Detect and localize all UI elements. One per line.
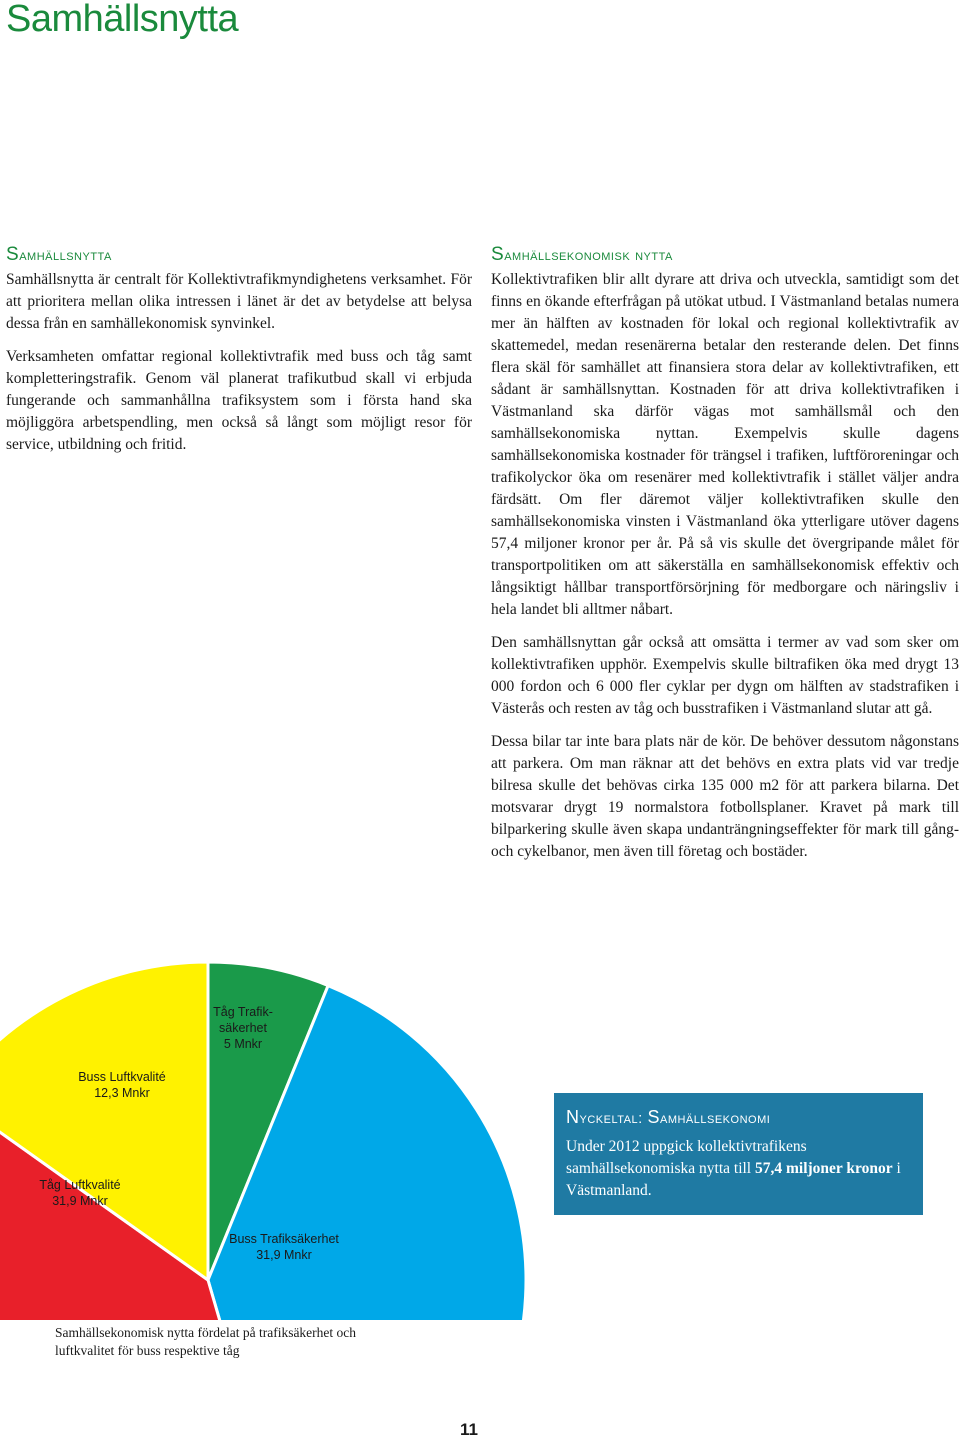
samhallsnytta-heading: Samhällsnytta <box>6 244 112 265</box>
samhallsekonomisk-nytta-heading: Samhällsekonomisk nytta <box>491 244 673 265</box>
key-figure-text: Under 2012 uppgick kollektivtrafikens samhällsekonomiska nytta till 57,4 miljoner kronor i Västmanland. <box>566 1138 901 1199</box>
pie-label-buss-trafiksakerhet: Buss Trafiksäkerhet 31,9 Mnkr <box>229 1232 339 1262</box>
parking-paragraph: Dessa bilar tar inte bara plats när de kör. De behöver dessutom någonstans att parkera. Om man räknar att det behövs en extra plats vid var tredje bilresa skulle det behövas cirka 135 000 m2 för att parkera bilarna. Det motsvarar drygt 19 normalstora fotbollsplaner. Kravet på mark till bilparkering skulle även skapa undanträngningseffekter för mark till gång- och cykelbanor, men även till företag och bostäder. <box>491 733 959 860</box>
right-column <box>491 244 959 874</box>
left-column <box>6 244 472 467</box>
page-number: 11 <box>460 1420 478 1439</box>
cost-paragraph: Kollektivtrafiken blir allt dyrare att driva och utveckla, samtidigt som det finns en ökande efterfrågan på utökat utbud. I Västmanland betalas numera mer än hälften av kostnaden för lokal och regional kollektivtrafik av skattemedel, medan resenärerna betalar den resterande delen. Det finns flera skäl för samhället att finansiera stora delar av kollektivtrafiken, ett sådant är samhällsnyttan. Kostnaden för att driva kollektivtrafiken i Västmanland ska därför vägas mot samhällsmål och den samhällsekonomiska nyttan. Exempelvis skulle dagens samhällsekonomiska kostnader för trängsel i trafiken, luftföroreningar och trafikolyckor öka om resenärer med kollektivtrafik i stället väljer andra färdsätt. Om fler däremot väljer kollektivtrafiken skulle den samhällsekonomiska vinsten i Västmanland öka ytterligare utöver dagens 57,4 miljoner kronor per år. På så vis skulle det övergripande målet för transportpolitiken om att säkerställa en samhällsekonomisk effektiv och långsiktigt hållbar transportförsörjning för medborgare och näringsliv i hela landet bli alltmer nåbart. <box>491 271 959 618</box>
pie-chart <box>0 950 540 1320</box>
verksamhet-paragraph: Verksamheten omfattar regional kollektivtrafik med buss och tåg samt kompletteringstrafik. Genom väl planerat trafikutbud skall vi erbjuda fungerande och sammanhållna trafiksystem som i första hand ska möjliggöra arbetspendling, men också så långt som möjligt resor för service, utbildning och fritid. <box>6 348 472 453</box>
pie-label-tag-trafiksakerhet: Tåg Trafik- säkerhet 5 Mnkr <box>213 1005 273 1051</box>
chart-caption: Samhällsekonomisk nytta fördelat på trafiksäkerhet och luftkvalitet för buss respektive tåg <box>55 1325 357 1358</box>
pie-label-tag-luftkvalite: Tåg Luftkvalité 31,9 Mnkr <box>39 1178 121 1208</box>
scenario-paragraph: Den samhällsnyttan går också att omsätta i termer av vad som sker om kollektivtrafiken upphör. Exempelvis skulle biltrafiken öka med drygt 13 000 fordon och 6 000 fler cyklar per dygn om hälften av stadstrafiken i Västerås och resten av tåg och busstrafiken i Västmanland slutar att gå. <box>491 634 959 717</box>
intro-paragraph: Samhällsnytta är centralt för Kollektivtrafikmyndighetens verksamhet. För att prioritera mellan olika intressen i länet är det av betydelse att belysa dessa från en samhällekonomisk synvinkel. <box>6 271 472 332</box>
key-figure-title: Nyckeltal: Samhällsekonomi <box>566 1107 771 1127</box>
page-title: Samhällsnytta <box>6 0 239 40</box>
key-figure-box <box>554 1093 923 1215</box>
key-figure-value: 57,4 miljoner kronor <box>755 1160 893 1177</box>
pie-label-buss-luftkvalite: Buss Luftkvalité 12,3 Mnkr <box>78 1070 166 1100</box>
